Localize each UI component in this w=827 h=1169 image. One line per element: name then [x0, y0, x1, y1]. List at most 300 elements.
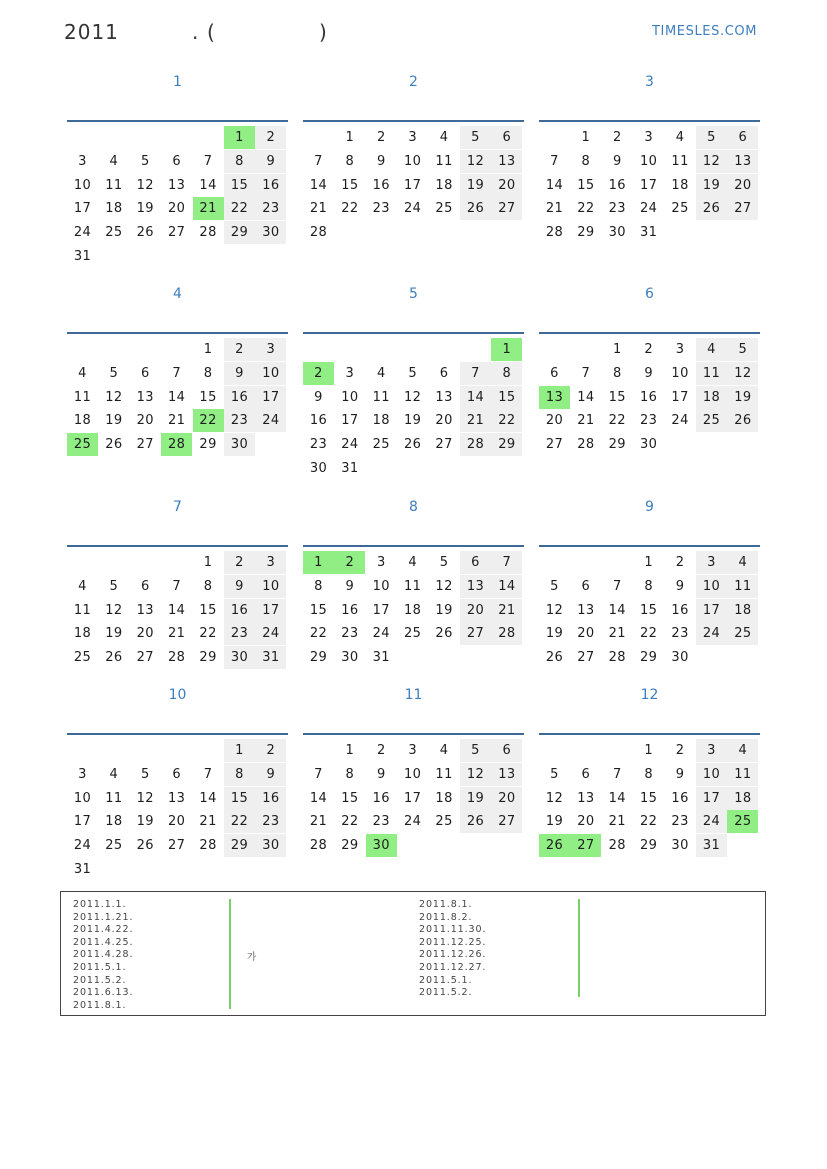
day-cell: 21 — [309, 201, 328, 217]
month-rule — [303, 120, 524, 122]
day-cell: 12 — [105, 602, 123, 618]
month-title: 7 — [173, 499, 182, 515]
day-cell: 21 — [168, 413, 186, 429]
day-cell: 2 — [675, 743, 685, 758]
day-cell: 25 — [671, 201, 689, 217]
day-cell: 5 — [439, 555, 449, 570]
day-cell: 5 — [460, 739, 491, 762]
day-cell: 19 — [545, 626, 564, 642]
day-cell: 17 — [341, 413, 359, 429]
day-cell: 6 — [491, 739, 522, 762]
day-cell: 10 — [372, 578, 390, 594]
day-cell: 17 — [696, 599, 727, 622]
day-cell: 14 — [199, 177, 217, 193]
day-cell: 22 — [640, 814, 658, 830]
day-cell: 14 — [309, 177, 328, 193]
day-cell: 11 — [372, 389, 390, 405]
day-cell: 16 — [372, 177, 390, 193]
day-cell: 10 — [255, 575, 286, 598]
day-cell: 13 — [168, 177, 186, 193]
day-cell: 9 — [255, 763, 286, 786]
day-cell: 31 — [640, 225, 658, 241]
day-cell: 6 — [172, 153, 182, 169]
day-cell: 29 — [577, 225, 595, 241]
day-cell: 6 — [140, 365, 150, 381]
day-cell: 18 — [435, 177, 453, 193]
day-cell: 13 — [435, 389, 453, 405]
day-cell: 17 — [372, 602, 390, 618]
month-rule — [539, 332, 760, 334]
day-cell: 8 — [644, 578, 654, 594]
day-cell: 13 — [491, 150, 522, 173]
holiday-day-cell: 13 — [539, 386, 570, 409]
day-cell: 23 — [372, 814, 390, 830]
day-cell: 6 — [491, 126, 522, 149]
month-title: 1 — [173, 74, 182, 90]
day-cell: 18 — [671, 177, 689, 193]
day-cell: 28 — [199, 225, 217, 241]
day-cell: 23 — [640, 413, 658, 429]
day-cell: 6 — [140, 578, 150, 594]
day-cell: 24 — [696, 810, 727, 833]
day-cell: 12 — [105, 389, 123, 405]
month-rule — [539, 120, 760, 122]
day-cell: 15 — [341, 177, 359, 193]
day-cell: 24 — [696, 622, 727, 645]
day-cell: 26 — [105, 437, 123, 453]
day-cell: 16 — [255, 787, 286, 810]
day-cell: 23 — [671, 626, 689, 642]
day-cell: 11 — [696, 362, 727, 385]
day-cell: 15 — [199, 389, 217, 405]
day-cell: 12 — [136, 177, 154, 193]
legend-left-bar — [229, 899, 231, 1009]
legend-date: 2011.11.30. — [419, 924, 487, 936]
day-cell: 8 — [345, 766, 355, 782]
day-cell: 19 — [105, 413, 123, 429]
day-cell: 19 — [136, 814, 154, 830]
day-cell: 11 — [671, 153, 689, 169]
day-cell: 3 — [696, 739, 727, 762]
day-cell: 16 — [372, 790, 390, 806]
month-title: 9 — [645, 499, 654, 515]
legend-date: 2011.5.1. — [73, 961, 127, 973]
day-cell: 12 — [460, 763, 491, 786]
day-cell: 17 — [404, 177, 422, 193]
day-cell: 30 — [255, 221, 286, 244]
day-cell: 15 — [224, 174, 255, 197]
day-cell: 31 — [372, 650, 390, 666]
day-cell: 20 — [577, 814, 595, 830]
day-cell: 22 — [199, 626, 217, 642]
day-cell: 17 — [696, 787, 727, 810]
day-cell: 7 — [203, 766, 213, 782]
day-cell: 14 — [608, 790, 626, 806]
day-cell: 18 — [105, 814, 123, 830]
day-cell: 16 — [255, 174, 286, 197]
day-cell: 18 — [372, 413, 390, 429]
month-2 — [303, 74, 524, 274]
day-cell: 17 — [255, 599, 286, 622]
day-cell: 2 — [612, 130, 622, 145]
day-cell: 29 — [640, 650, 658, 666]
day-cell: 30 — [224, 433, 255, 456]
day-cell: 11 — [105, 790, 123, 806]
month-title: 4 — [173, 286, 182, 302]
holiday-day-cell: 25 — [727, 810, 758, 833]
month-3 — [539, 74, 760, 274]
day-cell: 7 — [172, 578, 182, 594]
day-cell: 8 — [203, 578, 213, 594]
day-cell: 10 — [671, 365, 689, 381]
day-cell: 18 — [73, 626, 92, 642]
day-cell: 27 — [491, 810, 522, 833]
site-brand-link[interactable]: TIMESLES.COM — [652, 24, 758, 39]
day-cell: 31 — [73, 862, 92, 877]
day-cell: 13 — [577, 790, 595, 806]
day-cell: 20 — [136, 413, 154, 429]
day-cell: 19 — [696, 174, 727, 197]
day-cell: 26 — [435, 626, 453, 642]
day-cell: 5 — [550, 766, 559, 782]
day-cell: 11 — [73, 602, 92, 618]
day-cell: 22 — [224, 197, 255, 220]
day-cell: 13 — [168, 790, 186, 806]
day-cell: 9 — [376, 766, 386, 782]
day-cell: 18 — [696, 386, 727, 409]
day-cell: 10 — [696, 763, 727, 786]
day-cell: 10 — [404, 766, 422, 782]
day-cell: 8 — [224, 150, 255, 173]
day-cell: 23 — [608, 201, 626, 217]
day-cell: 3 — [408, 743, 418, 758]
day-cell: 4 — [727, 739, 758, 762]
day-cell: 24 — [73, 838, 92, 854]
day-cell: 7 — [550, 153, 559, 169]
day-cell: 2 — [644, 342, 654, 357]
day-cell: 5 — [550, 578, 559, 594]
day-cell: 12 — [727, 362, 758, 385]
day-cell: 20 — [491, 174, 522, 197]
day-cell: 16 — [671, 602, 689, 618]
day-cell: 15 — [640, 602, 658, 618]
legend-date: 2011.6.13. — [73, 987, 134, 999]
day-cell: 23 — [224, 409, 255, 432]
day-cell: 14 — [608, 602, 626, 618]
day-cell: 13 — [136, 389, 154, 405]
day-cell: 3 — [255, 338, 286, 361]
day-cell: 17 — [404, 790, 422, 806]
day-cell: 23 — [224, 622, 255, 645]
month-title: 8 — [409, 499, 418, 515]
day-cell: 28 — [577, 437, 595, 453]
legend-date: 2011.12.26. — [419, 949, 487, 961]
day-cell: 21 — [460, 409, 491, 432]
day-cell: 25 — [372, 437, 390, 453]
day-cell: 13 — [577, 602, 595, 618]
day-cell: 21 — [608, 626, 626, 642]
day-cell: 12 — [545, 790, 564, 806]
day-cell: 8 — [314, 578, 323, 594]
day-cell: 19 — [727, 386, 758, 409]
day-cell: 19 — [435, 602, 453, 618]
month-rule — [67, 332, 288, 334]
day-cell: 18 — [727, 599, 758, 622]
legend-right-bar — [578, 899, 580, 997]
day-cell: 9 — [644, 365, 654, 381]
day-cell: 9 — [612, 153, 622, 169]
day-cell: 6 — [581, 578, 591, 594]
month-8 — [303, 499, 524, 699]
day-cell: 4 — [439, 743, 449, 758]
day-cell: 29 — [608, 437, 626, 453]
day-cell: 24 — [372, 626, 390, 642]
day-cell: 13 — [727, 150, 758, 173]
day-cell: 19 — [404, 413, 422, 429]
day-cell: 27 — [545, 437, 564, 453]
legend-date: 2011.1.1. — [73, 899, 127, 910]
day-cell: 12 — [545, 602, 564, 618]
month-rule — [539, 733, 760, 735]
day-cell: 16 — [224, 599, 255, 622]
legend-right-dates — [419, 899, 486, 1000]
day-cell: 1 — [203, 555, 213, 570]
day-cell: 22 — [224, 810, 255, 833]
day-cell: 22 — [577, 201, 595, 217]
day-cell: 10 — [404, 153, 422, 169]
day-cell: 27 — [136, 650, 154, 666]
day-cell: 16 — [341, 602, 359, 618]
day-cell: 4 — [109, 153, 119, 169]
day-cell: 19 — [545, 814, 564, 830]
day-cell: 8 — [224, 763, 255, 786]
day-cell: 18 — [105, 201, 123, 217]
legend-date: 2011.8.2. — [419, 911, 473, 923]
day-cell: 14 — [309, 790, 328, 806]
day-cell: 7 — [460, 362, 491, 385]
day-cell: 12 — [136, 790, 154, 806]
day-cell: 7 — [491, 551, 522, 574]
day-cell: 16 — [640, 389, 658, 405]
month-7 — [67, 499, 288, 699]
day-cell: 23 — [341, 626, 359, 642]
day-cell: 12 — [435, 578, 453, 594]
day-cell: 2 — [224, 551, 255, 574]
legend-date: 2011.8.1. — [73, 999, 127, 1011]
day-cell: 6 — [172, 766, 182, 782]
month-rule — [303, 545, 524, 547]
day-cell: 9 — [224, 362, 255, 385]
day-cell: 26 — [545, 650, 564, 666]
day-cell: 9 — [376, 153, 386, 169]
day-cell: 31 — [696, 834, 727, 857]
month-5 — [303, 286, 524, 486]
day-cell: 29 — [224, 834, 255, 857]
day-cell: 25 — [435, 201, 453, 217]
day-cell: 27 — [577, 650, 595, 666]
day-cell: 9 — [675, 766, 685, 782]
day-cell: 28 — [460, 433, 491, 456]
day-cell: 24 — [640, 201, 658, 217]
day-cell: 3 — [255, 551, 286, 574]
day-cell: 6 — [460, 551, 491, 574]
day-cell: 27 — [435, 437, 453, 453]
day-cell: 11 — [105, 177, 123, 193]
day-cell: 28 — [309, 838, 328, 854]
day-cell: 15 — [341, 790, 359, 806]
day-cell: 7 — [203, 153, 213, 169]
day-cell: 14 — [168, 602, 186, 618]
day-cell: 7 — [612, 578, 622, 594]
day-cell: 4 — [376, 365, 386, 381]
day-cell: 26 — [460, 197, 491, 220]
day-cell: 15 — [491, 386, 522, 409]
day-cell: 28 — [608, 650, 626, 666]
day-cell: 30 — [671, 838, 689, 854]
day-cell: 1 — [581, 130, 591, 145]
day-cell: 19 — [460, 174, 491, 197]
holiday-day-cell: 1 — [224, 126, 255, 149]
day-cell: 3 — [345, 365, 355, 381]
day-cell: 4 — [727, 551, 758, 574]
day-cell: 25 — [435, 814, 453, 830]
month-rule — [67, 120, 288, 122]
header-paren-close: ) — [319, 20, 327, 44]
day-cell: 6 — [550, 365, 559, 381]
day-cell: 8 — [345, 153, 355, 169]
day-cell: 15 — [199, 602, 217, 618]
day-cell: 14 — [545, 177, 564, 193]
day-cell: 8 — [491, 362, 522, 385]
month-title: 12 — [640, 687, 659, 703]
day-cell: 15 — [224, 787, 255, 810]
day-cell: 28 — [545, 225, 564, 241]
day-cell: 6 — [439, 365, 449, 381]
day-cell: 18 — [435, 790, 453, 806]
day-cell: 20 — [545, 413, 564, 429]
day-cell: 28 — [309, 225, 328, 241]
day-cell: 10 — [73, 790, 92, 806]
day-cell: 20 — [168, 814, 186, 830]
day-cell: 25 — [727, 622, 758, 645]
day-cell: 1 — [644, 743, 654, 758]
day-cell: 4 — [439, 130, 449, 145]
day-cell: 28 — [168, 650, 186, 666]
day-cell: 3 — [696, 551, 727, 574]
day-cell: 26 — [460, 810, 491, 833]
day-cell: 8 — [581, 153, 591, 169]
holiday-day-cell: 22 — [193, 409, 224, 432]
header-dot: . — [192, 20, 199, 44]
day-cell: 10 — [73, 177, 92, 193]
day-cell: 3 — [644, 130, 654, 145]
day-cell: 27 — [491, 197, 522, 220]
day-cell: 8 — [203, 365, 213, 381]
day-cell: 5 — [140, 153, 150, 169]
legend-date: 2011.12.27. — [419, 961, 487, 973]
legend-left-dates — [73, 899, 133, 1012]
day-cell: 14 — [460, 386, 491, 409]
day-cell: 2 — [255, 126, 286, 149]
day-cell: 30 — [608, 225, 626, 241]
day-cell: 26 — [696, 197, 727, 220]
day-cell: 4 — [696, 338, 727, 361]
day-cell: 5 — [109, 578, 119, 594]
legend-date: 2011.1.21. — [73, 911, 134, 923]
day-cell: 10 — [696, 575, 727, 598]
day-cell: 22 — [341, 201, 359, 217]
day-cell: 12 — [460, 150, 491, 173]
day-cell: 17 — [640, 177, 658, 193]
day-cell: 21 — [608, 814, 626, 830]
day-cell: 15 — [309, 602, 328, 618]
day-cell: 18 — [727, 787, 758, 810]
holiday-day-cell: 26 — [539, 834, 570, 857]
day-cell: 2 — [376, 130, 386, 145]
day-cell: 1 — [644, 555, 654, 570]
day-cell: 11 — [435, 766, 453, 782]
legend-date: 2011.12.25. — [419, 936, 487, 948]
day-cell: 26 — [727, 409, 758, 432]
day-cell: 10 — [341, 389, 359, 405]
day-cell: 21 — [545, 201, 564, 217]
day-cell: 2 — [255, 739, 286, 762]
day-cell: 30 — [309, 461, 328, 476]
day-cell: 5 — [109, 365, 119, 381]
day-cell: 14 — [168, 389, 186, 405]
day-cell: 5 — [408, 365, 418, 381]
day-cell: 24 — [404, 201, 422, 217]
day-cell: 27 — [168, 838, 186, 854]
day-cell: 25 — [105, 225, 123, 241]
day-cell: 29 — [224, 221, 255, 244]
day-cell: 24 — [255, 622, 286, 645]
day-cell: 14 — [577, 389, 595, 405]
month-title: 11 — [404, 687, 423, 703]
day-cell: 19 — [136, 201, 154, 217]
day-cell: 5 — [696, 126, 727, 149]
day-cell: 7 — [314, 766, 323, 782]
day-cell: 24 — [404, 814, 422, 830]
day-cell: 25 — [105, 838, 123, 854]
day-cell: 29 — [491, 433, 522, 456]
day-cell: 22 — [341, 814, 359, 830]
day-cell: 28 — [491, 622, 522, 645]
holiday-day-cell: 25 — [67, 433, 98, 456]
day-cell: 17 — [255, 386, 286, 409]
day-cell: 22 — [640, 626, 658, 642]
day-cell: 14 — [491, 575, 522, 598]
month-rule — [67, 545, 288, 547]
month-4 — [67, 286, 288, 486]
day-cell: 18 — [73, 413, 92, 429]
month-6 — [539, 286, 760, 486]
day-cell: 9 — [345, 578, 355, 594]
day-cell: 29 — [640, 838, 658, 854]
day-cell: 26 — [404, 437, 422, 453]
day-cell: 11 — [73, 389, 92, 405]
day-cell: 13 — [460, 575, 491, 598]
holiday-day-cell: 28 — [161, 433, 192, 456]
day-cell: 16 — [309, 413, 328, 429]
day-cell: 2 — [376, 743, 386, 758]
day-cell: 15 — [640, 790, 658, 806]
day-cell: 24 — [73, 225, 92, 241]
legend-date: 2011.5.2. — [73, 974, 127, 986]
month-title: 3 — [645, 74, 654, 90]
day-cell: 4 — [109, 766, 119, 782]
day-cell: 14 — [199, 790, 217, 806]
